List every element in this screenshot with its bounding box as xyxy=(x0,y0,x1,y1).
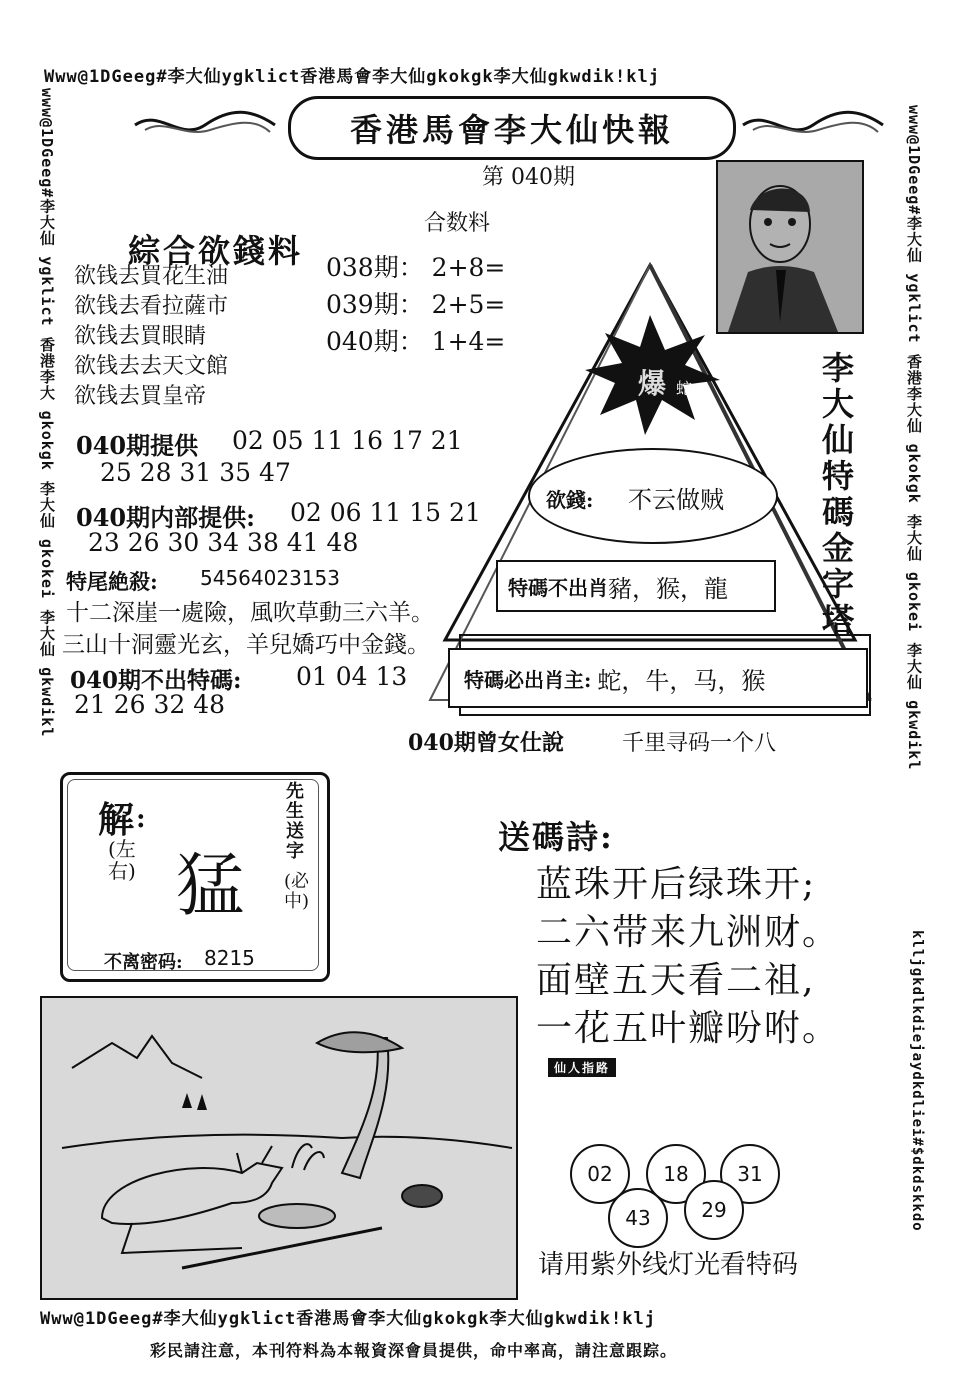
riddle-item: 欲钱去買花生油 xyxy=(74,264,229,289)
riddle-item: 欲钱去買眼睛 xyxy=(74,324,207,349)
no-special-label: 040期不出特碼: xyxy=(70,667,242,694)
title-flourish-right xyxy=(738,108,888,142)
not-label: 特碼不出肖 xyxy=(508,575,608,600)
no-special-numbers: 01 04 13 xyxy=(296,662,408,691)
riddle-title: 綜合欲錢料 xyxy=(128,232,304,270)
bottom-banner: Www@1DGeeg#李大仙ygklict香港馬會李大仙gkokgk李大仙gkwdik!klj xyxy=(40,1309,656,1329)
internal-numbers: 23 26 30 34 38 41 48 xyxy=(88,528,359,557)
number-ball: 31 xyxy=(720,1144,780,1204)
code-label: 不离密码: xyxy=(104,952,183,973)
pyramid-not-row xyxy=(496,560,776,612)
solve-colon: : xyxy=(136,804,146,834)
solve-main-char: 猛 xyxy=(176,847,245,926)
poem-line: 二六带来九洲财。 xyxy=(536,912,841,953)
pyramid-vertical-title: 李大仙特碼金字塔 xyxy=(821,349,854,639)
tail-kill-label: 特尾絶殺: xyxy=(66,569,158,594)
riddle-item: 欲钱去看拉薩市 xyxy=(74,294,229,319)
zeng-label: 040期曾女仕說 xyxy=(408,730,564,756)
illustration-frame xyxy=(40,996,518,1300)
sum-row: 038期： 2+8= xyxy=(326,253,506,282)
code-value: 8215 xyxy=(204,946,255,970)
number-ball: 18 xyxy=(646,1144,706,1204)
no-special-numbers: 21 26 32 48 xyxy=(74,690,226,719)
right-vertical-banner: www@1DGeeg#李大仙 ygklict 香港李大仙 gkokgk 李大仙 gkokei 李大仙 gkwdikl xyxy=(905,105,923,771)
not-value: 豬，猴，龍 xyxy=(608,574,728,603)
uv-note: 请用紫外线灯光看特码 xyxy=(538,1250,799,1280)
sum-row: 040期： 1+4= xyxy=(326,327,506,356)
ox-landscape-illustration xyxy=(42,998,516,1298)
internal-numbers: 02 06 11 15 21 xyxy=(290,498,481,527)
provide-label: 040期提供 xyxy=(76,431,199,460)
sum-label: 合数料 xyxy=(424,211,491,236)
internal-label: 040期内部提供: xyxy=(76,503,255,532)
pyramid-must-row xyxy=(448,648,868,708)
sum-row: 039期： 2+5= xyxy=(326,290,506,319)
footer-note: 彩民請注意，本刊符料為本報資深會員提供，命中率高，請注意跟踪。 xyxy=(150,1341,678,1360)
poem-line: 一花五叶瓣吩咐。 xyxy=(536,1008,841,1049)
poem-line: 面壁五天看二祖, xyxy=(536,960,816,1001)
must-value: 蛇，牛，马，猴 xyxy=(597,666,766,695)
poem-stamp: 仙人指路 xyxy=(548,1058,616,1077)
right-vertical-banner-lower: klljgkdlkdiejaydkdliei#$dkdskkdo xyxy=(909,930,925,1232)
issue-number: 第 040期 xyxy=(482,165,575,190)
provide-numbers: 25 28 31 35 47 xyxy=(100,458,291,487)
top-banner: Www@1DGeeg#李大仙ygklict香港馬會李大仙gkokgk李大仙gkwdik!klj xyxy=(44,67,660,87)
oval-value: 不云做贼 xyxy=(628,486,724,514)
verse-line: 三山十洞靈光玄，羊兒嬌巧中金錢。 xyxy=(62,632,430,658)
burst-animal: 蛇 xyxy=(676,379,693,398)
poem-line: 蓝珠开后绿珠开; xyxy=(536,864,817,905)
number-ball: 43 xyxy=(608,1188,668,1248)
solve-jie: 解 xyxy=(98,799,135,841)
provide-numbers: 02 05 11 16 17 21 xyxy=(232,426,463,455)
verse-line: 十二深崖一處險，風吹草動三六羊。 xyxy=(66,600,434,626)
riddle-item: 欲钱去去天文館 xyxy=(74,354,229,379)
number-ball: 29 xyxy=(684,1180,744,1240)
must-label: 特碼必出肖主: xyxy=(464,667,592,692)
zeng-value: 千里寻码一个八 xyxy=(622,731,777,756)
title-flourish-left xyxy=(130,108,280,142)
riddle-item: 欲钱去買皇帝 xyxy=(74,384,207,409)
poem-title: 送碼詩: xyxy=(498,818,614,856)
solve-side-note: 先生送字 xyxy=(286,781,304,862)
oval-label: 欲錢: xyxy=(546,488,594,512)
page-title: 香港馬會李大仙快報 xyxy=(288,96,736,160)
tail-kill-value: 54564023153 xyxy=(200,566,340,590)
solve-must-hit: (必中) xyxy=(284,871,310,912)
burst-text: 爆 xyxy=(638,367,667,400)
number-ball: 02 xyxy=(570,1144,630,1204)
left-vertical-banner: www@1DGeeg#李大仙 ygklict 香港李大 gkokgk 李大仙 gkokei 李大仙 gkwdikl xyxy=(38,88,56,738)
solve-left-right: (左右) xyxy=(108,837,136,883)
